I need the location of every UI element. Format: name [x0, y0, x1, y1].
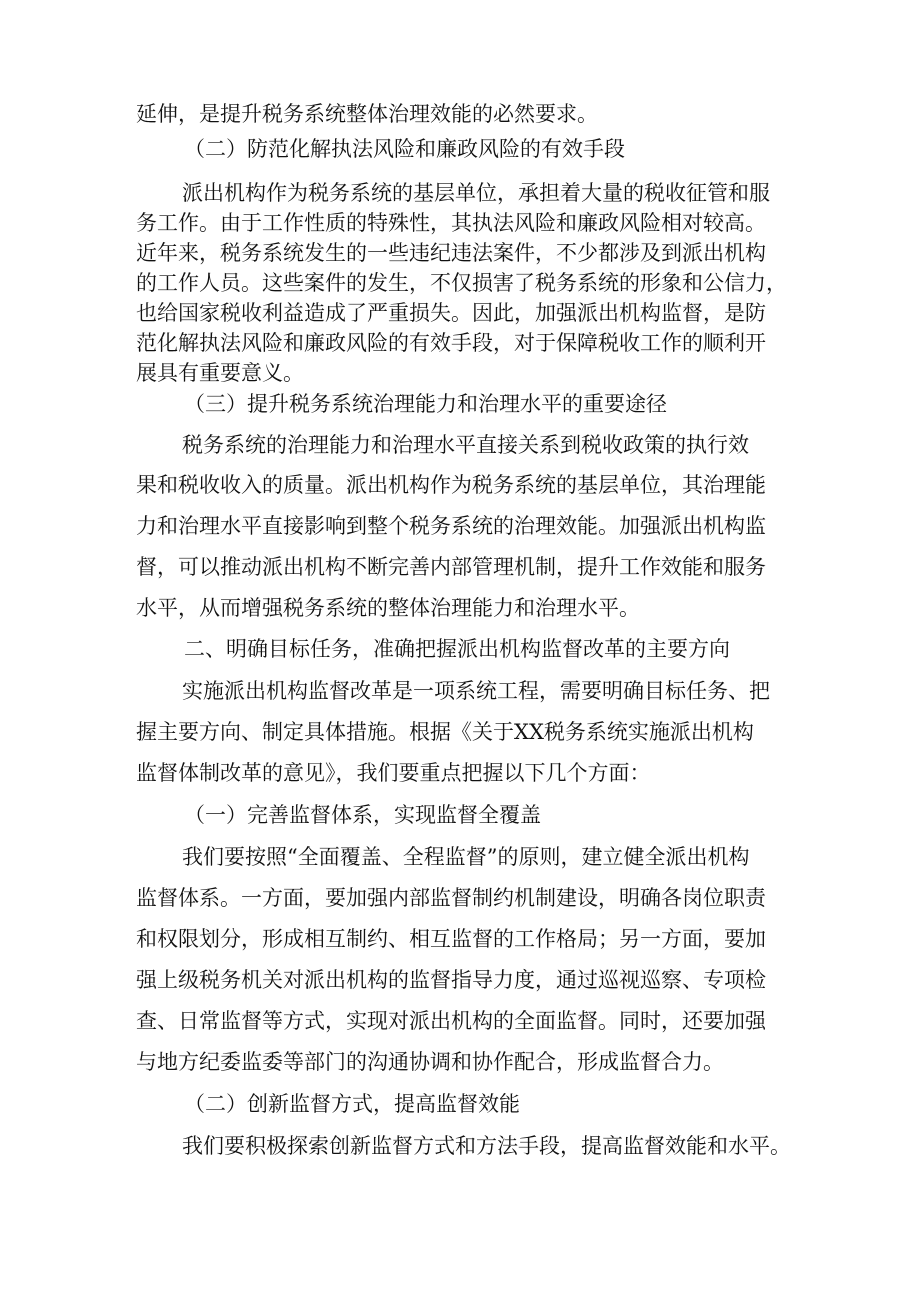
- paragraph-line: 我们要按照“全面覆盖、全程监督”的原则，建立健全派出机构: [182, 845, 750, 869]
- paragraph-line: 和权限划分，形成相互制约、相互监督的工作格局；另一方面，要加: [136, 927, 766, 951]
- paragraph-line: 握主要方向、制定具体措施。根据《关于XX税务系统实施派出机构: [136, 720, 754, 744]
- paragraph-line: 监督体系。一方面，要加强内部监督制约机制建设，明确各岗位职责: [136, 886, 766, 910]
- section-heading: （三）提升税务系统治理能力和治理水平的重要途径: [184, 392, 667, 416]
- paragraph-line: 延伸，是提升税务系统整体治理效能的必然要求。: [136, 102, 598, 126]
- paragraph-line: 果和税收收入的质量。派出机构作为税务系统的基层单位，其治理能: [136, 473, 766, 497]
- paragraph-line: 实施派出机构监督改革是一项系统工程，需要明确目标任务、把: [182, 679, 770, 703]
- paragraph-line: 水平，从而增强税务系统的整体治理能力和治理水平。: [136, 596, 640, 620]
- paragraph-line: 范化解执法风险和廉政风险的有效手段，对于保障税收工作的顺利开: [136, 331, 766, 355]
- section-heading: （一）完善监督体系，实现监督全覆盖: [184, 803, 541, 827]
- section-heading: （二）创新监督方式，提高监督效能: [184, 1092, 520, 1116]
- paragraph-line: 监督体制改革的意见》，我们要重点把握以下几个方面：: [136, 761, 651, 785]
- chapter-heading: 二、明确目标任务，准确把握派出机构监督改革的主要方向: [184, 637, 730, 661]
- paragraph-line: 督，可以推动派出机构不断完善内部管理机制，提升工作效能和服务: [136, 555, 766, 579]
- paragraph-line: 税务系统的治理能力和治理水平直接关系到税收政策的执行效: [182, 433, 749, 457]
- paragraph-line: 力和治理水平直接影响到整个税务系统的治理效能。加强派出机构监: [136, 514, 766, 538]
- paragraph-line: 的工作人员。这些案件的发生，不仅损害了税务系统的形象和公信力，: [136, 271, 787, 295]
- paragraph-line: 务工作。由于工作性质的特殊性，其执法风险和廉政风险相对较高。: [136, 211, 766, 235]
- paragraph-line: 强上级税务机关对派出机构的监督指导力度，通过巡视巡察、专项检: [136, 968, 766, 992]
- paragraph-line: 与地方纪委监委等部门的沟通协调和协作配合，形成监督合力。: [136, 1050, 724, 1074]
- paragraph-line: 展具有重要意义。: [136, 361, 304, 385]
- paragraph-line: 也给国家税收利益造成了严重损失。因此，加强派出机构监督，是防: [136, 301, 766, 325]
- paragraph-line: 查、日常监督等方式，实现对派出机构的全面监督。同时，还要加强: [136, 1009, 766, 1033]
- paragraph-line: 近年来，税务系统发生的一些违纪违法案件，不少都涉及到派出机构: [136, 241, 766, 265]
- paragraph-line: 我们要积极探索创新监督方式和方法手段，提高监督效能和水平。: [182, 1134, 791, 1158]
- section-heading: （二）防范化解执法风险和廉政风险的有效手段: [184, 137, 625, 161]
- paragraph-line: 派出机构作为税务系统的基层单位，承担着大量的税收征管和服: [182, 181, 770, 205]
